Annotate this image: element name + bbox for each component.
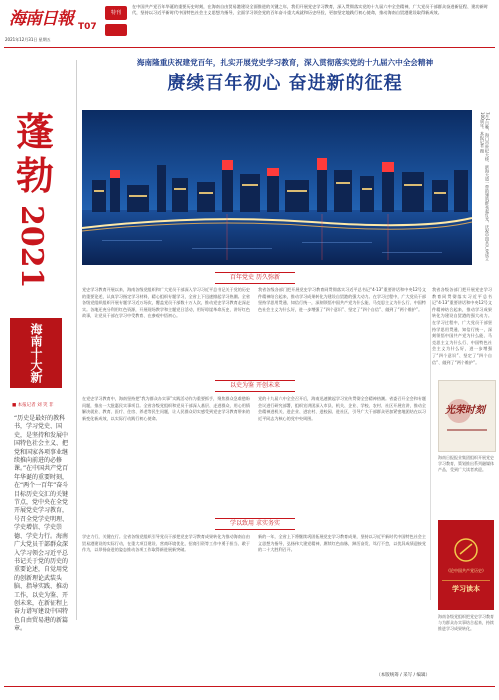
poster-title: 《论中国共产党历史》	[446, 568, 486, 573]
section-heading: 以史为鉴 开创未来	[215, 380, 295, 392]
section-heading: 学以致用 求实务实	[215, 518, 295, 530]
poster-illustration	[438, 520, 494, 610]
top-divider	[4, 47, 495, 48]
newspaper-name: 海南日報	[9, 9, 73, 29]
book-illustration	[439, 381, 495, 451]
intro-paragraph: 在中国共产党百年华诞的重要历史时刻，在海南自由贸易港建设全面推进的关键之年，我们开展党史学习教育，深入贯彻落实党的十九届六中全会精神，广大党员干部群众奋进新征程、建功新时代，坚持以习近平新时代中国特色社会主义思想为指导，全面学习领会党的百年奋斗重大成就和历史经验，更加坚定地践行初心使命，推动海南自贸港建设取得新成效。	[132, 4, 488, 16]
poster-image	[438, 520, 494, 610]
vertical-title	[10, 110, 60, 198]
body-text: 我省各级各部门把开展党史学习教育同贯彻落实习近平总书记“4·13”重要讲话和中央12号文件精神结合起来，推动学习成果转化为建设自贸港的强大动力。在学习过程中，广大党员干部坚持学思用贯通、知信行统一，深刻领悟中国共产党为什么能、马克思主义为什么行、中国特色社会主义为什么好，进一步增强了“四个意识”、坚定了“四个自信”、做到了“两个维护”。	[432, 287, 492, 365]
section-heading: 百年党史 历久弥新	[215, 272, 295, 284]
headline-kicker: 海南隆重庆祝建党百年，扎实开展党史学习教育，深入贯彻落实党的十九届六中全会精神	[136, 58, 434, 67]
poster-subtitle: 学习读本	[452, 585, 480, 593]
book-title: 光荣时刻	[445, 405, 485, 416]
vertical-title-char: 蓬	[15, 109, 54, 154]
night-city-photo	[82, 110, 472, 265]
body-text: 党史学习教育开展以来，海南各级党组织和广大党员干部深入学习习近平总书记关于党的历史的重要论述，认真学习指定学习材料，精心组织专题学习，全省上下迅速掀起学习热潮。全省各级党组织组织开展专题学习近万场次，覆盖党员干部数十万人次，推动党史学习教育走深走实。各地还充分利用红色资源，开展现场教学和主题党日活动，用好琼崖革命历史，讲好红色故事，让党员干部在学习中受教育、在参观中悟初心。	[82, 287, 250, 319]
stamp-decoration	[105, 24, 127, 36]
main-headline: 赓续百年初心 奋进新的征程	[167, 73, 403, 94]
bottom-divider	[4, 686, 495, 687]
body-text: 新的一年，全省上下将继续巩固拓展党史学习教育成果，坚持以习近平新时代中国特色社会主义思想为指导，弘扬伟大建党精神，赓续红色血脉，踔厉奋发、笃行不怠，以优异成绩迎接党的二十大胜利召开。	[258, 534, 426, 553]
body-text: 党的十九届六中全会召开后，海南迅速掀起学习宣传贯彻全会精神热潮。省委召开全会和专题会议进行研究部署，组织宣讲团深入市县、机关、企业、学校、农村、社区开展宣讲，推动全会精神进机关、进企业、进农村、进校园、进社区，引导广大干部群众更加紧密地团结在以习近平同志为核心的党中央周围。	[258, 396, 426, 421]
year-text: 2021	[14, 205, 49, 289]
byline: ■ 本报记者 刘 笑 非	[12, 403, 54, 408]
page-number: T07	[78, 22, 97, 32]
book-cover-image	[438, 380, 496, 452]
body-text: 学史力行，关键在行。全省各级党组织引导党员干部把党史学习教育成果转化为推动海南自由贸易港建设的实际行动，在重大项目建设、营商环境优化、招商引资等工作中勇于担当、敢于作为，以昂扬奋进的姿态推动各项工作取得新进展新突破。	[82, 534, 250, 553]
commentary-text: “历史是最好的教科书，学习党史、国史，是坚持和发展中国特色社会主义、把党和国家各项事业继续推向前进的必修课。”在中国共产党百年华诞的重要时刻，在“两个一百年”奋斗目标历史交汇的关键节点，党中央在全党开展党史学习教育，号召全党学史明理、学史增信、学史崇德、学史力行。海南广大党员干部群众深入学习领会习近平总书记关于党的历史的重要论述，自觉用党的创新理论武装头脑、指导实践、推动工作，以史为鉴、开创未来，在新征程上奋力谱写建设中国特色自由贸易港的新篇章。	[14, 415, 69, 633]
book-caption: 海南日报报业集团组织开展党史学习教育，策划推出系列融媒体产品，受到广大读者欢迎。	[438, 455, 494, 472]
vertical-title-char: 勃	[15, 153, 54, 198]
body-text: 在党史学习教育中，海南坚持把“我为群众办实事”实践活动作为重要抓手，聚焦群众急难愁盼问题，推出一大批惠民实事项目。全省各级党组织和党员干部深入基层、走进群众，用心用情解决就业、教育、医疗、住房、养老等民生问题，让人民群众切实感受到党史学习教育带来的新变化新成效，以实际行动践行初心使命。	[82, 396, 250, 421]
special-edition-stamp: 特刊	[105, 6, 127, 20]
poster-caption: 海南各级党组织把党史学习教育与为群众办实事结合起来，持续推进学习成果转化。	[438, 614, 494, 631]
masthead	[4, 2, 96, 36]
column-divider	[76, 60, 77, 620]
column-divider	[430, 300, 431, 600]
issue-date: 2021年12月31日 星期五	[5, 37, 51, 42]
column-banner: 海南十大新	[10, 318, 62, 388]
body-text: 我省各级各部门把开展党史学习教育同贯彻落实习近平总书记“4·13”重要讲话和中央12号文件精神结合起来，推动学习成果转化为建设自贸港的强大动力。在学习过程中，广大党员干部坚持学思用贯通、知信行统一，深刻领悟中国共产党为什么能、马克思主义为什么行、中国特色社会主义为什么好，进一步增强了“四个意识”、坚定了“四个自信”、做到了“两个维护”。	[258, 287, 426, 312]
photo-caption: 7月1日晚，海口市世纪大桥、滨海大道一带的建筑群亮起灯光，庆祝中国共产党成立100周年。本报记者 摄	[480, 112, 490, 262]
year-graphic	[6, 205, 62, 315]
footer-note: （本版统筹 / 采写 / 编辑）	[376, 673, 430, 678]
